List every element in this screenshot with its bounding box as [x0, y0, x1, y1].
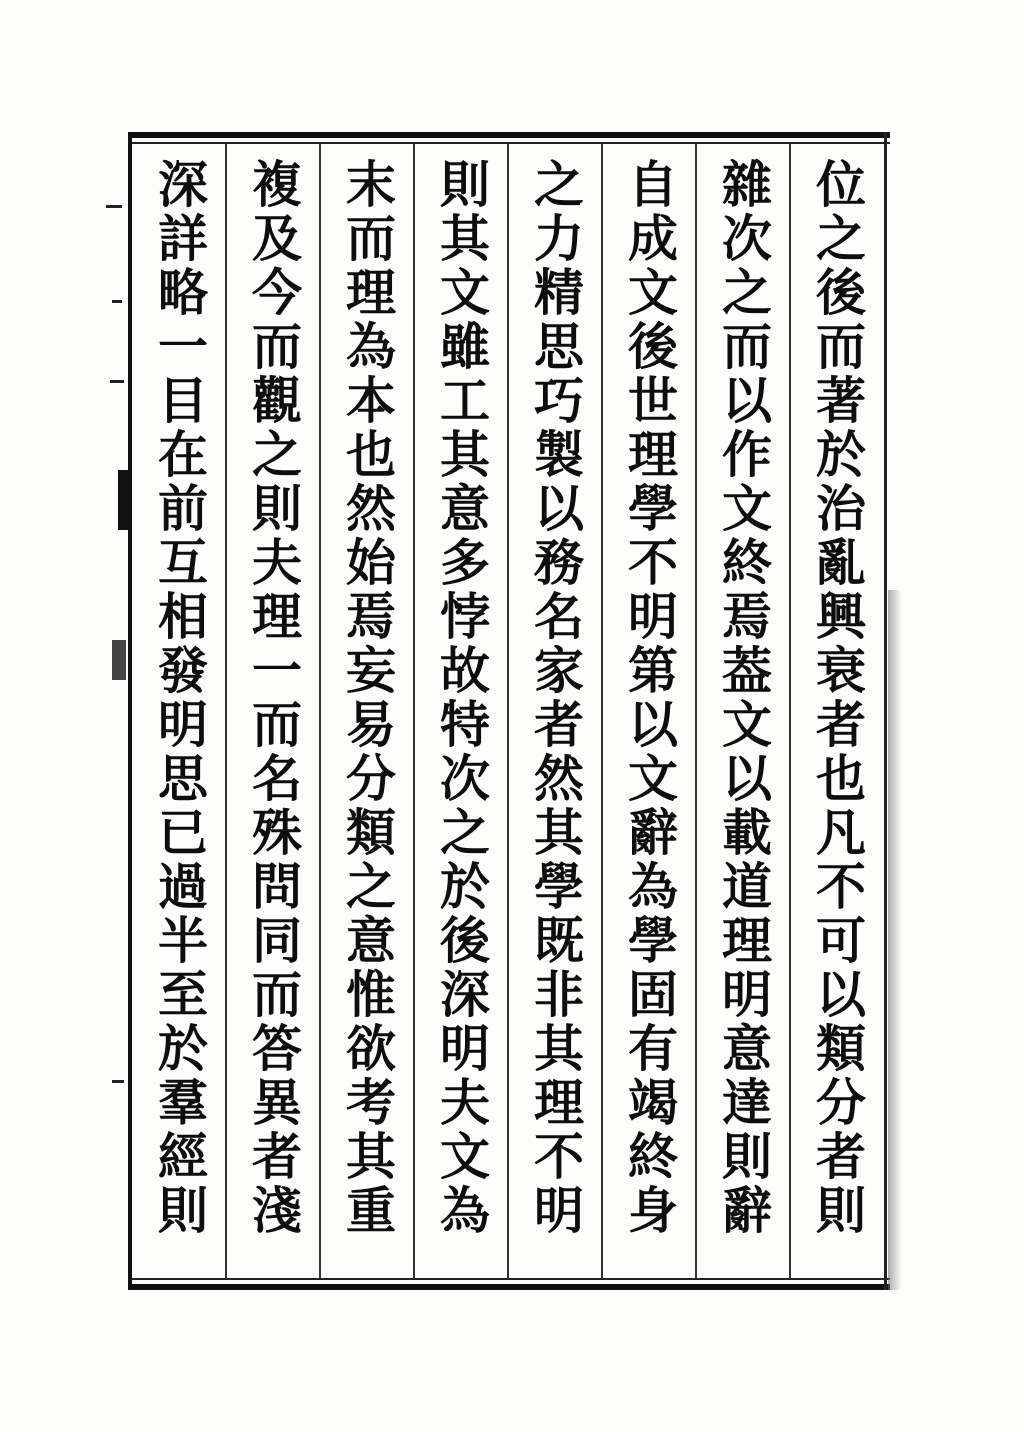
column-text: 末而理為本也然始焉妄易分類之意惟欲考其重: [338, 158, 397, 1238]
text-column: [508, 144, 602, 1278]
column-text: 則其文雖工其意多悖故特次之於後深明夫文為: [432, 158, 491, 1238]
text-columns: [132, 144, 884, 1278]
text-column: [790, 144, 884, 1278]
gutter-mark: [112, 640, 126, 680]
bottom-inner-rule: [128, 1278, 890, 1280]
column-text: 位之後而著於治亂興衰者也凡不可以類分者則: [808, 158, 867, 1238]
binding-fold-shadow: [888, 590, 902, 1290]
text-column: [226, 144, 320, 1278]
text-column: [696, 144, 790, 1278]
column-text: 深詳略一目在前互相發明思已過半至於羣經則: [150, 158, 209, 1238]
text-column: [320, 144, 414, 1278]
frame-right-edge: [884, 132, 887, 1290]
top-border-rule: [128, 132, 890, 138]
text-column: [132, 144, 226, 1278]
gutter-mark: [106, 205, 122, 208]
text-column: [602, 144, 696, 1278]
gutter-mark: [110, 380, 124, 383]
gutter-mark: [112, 300, 122, 303]
column-text: 雜次之而以作文終焉葢文以載道理明意達則辭: [714, 158, 773, 1238]
bottom-border-rule: [128, 1284, 890, 1290]
gutter-mark: [112, 1080, 124, 1083]
text-column: [414, 144, 508, 1278]
gutter-mark: [118, 470, 128, 530]
column-text: 自成文後世理學不明第以文辭為學固有竭終身: [620, 158, 679, 1238]
column-text: 複及今而觀之則夫理一而名殊問同而答異者淺: [244, 158, 303, 1238]
column-text: 之力精思巧製以務名家者然其學既非其理不明: [526, 158, 585, 1238]
